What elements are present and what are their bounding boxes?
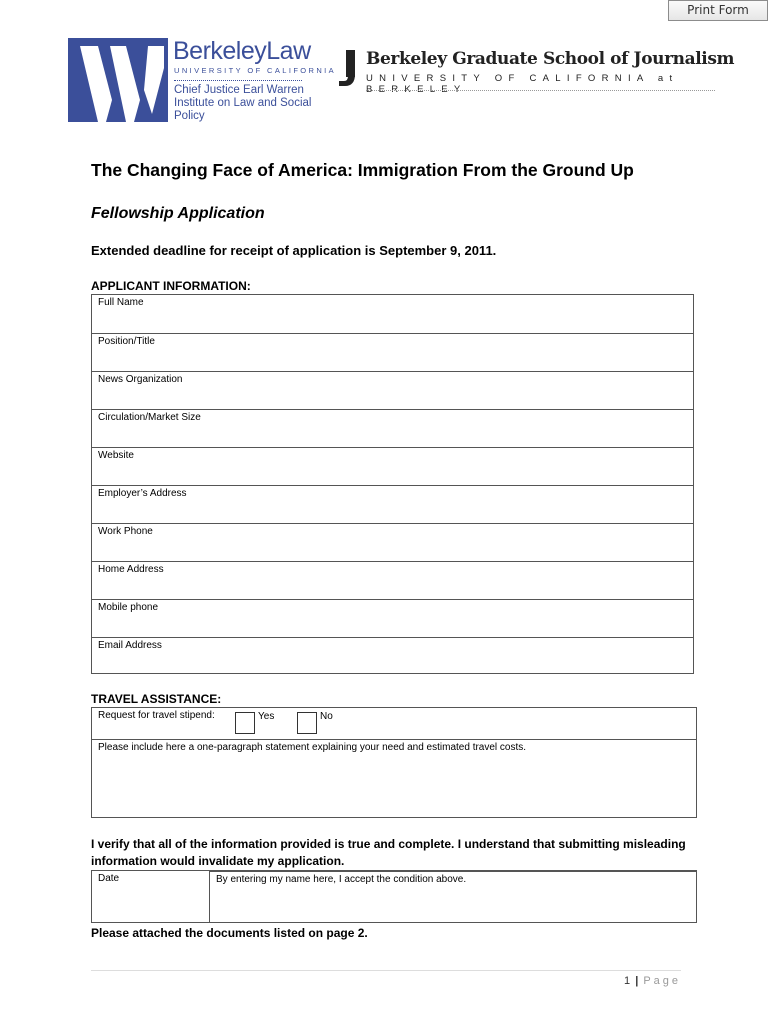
yes-checkbox[interactable]: [235, 712, 255, 734]
travel-stipend-row: [92, 708, 696, 739]
full-name-field[interactable]: [92, 295, 693, 333]
page-number-value: 1: [624, 975, 632, 987]
field-label: Home Address: [98, 564, 164, 575]
footer-divider: [91, 970, 681, 971]
berkeley-law-institute: Chief Justice Earl Warren Institute on Law and Social Policy: [174, 84, 312, 122]
deadline-notice: Extended deadline for receipt of application is September 9, 2011.: [91, 243, 497, 258]
home-address-field[interactable]: [92, 561, 693, 599]
applicant-table: [91, 294, 694, 674]
circulation-field[interactable]: [92, 409, 693, 447]
page-subtitle: Fellowship Application: [91, 205, 265, 222]
journalism-divider: [366, 90, 715, 91]
signature-label: By entering my name here, I accept the condition above.: [216, 874, 467, 885]
website-field[interactable]: [92, 447, 693, 485]
field-label: Website: [98, 450, 134, 461]
berkeley-law-logo-icon: [68, 38, 168, 122]
attach-note: Please attached the documents listed on page 2.: [91, 926, 368, 940]
print-form-button[interactable]: Print Form: [668, 0, 768, 21]
field-label: Circulation/Market Size: [98, 412, 201, 423]
page-word: Page: [643, 975, 682, 987]
field-label: Full Name: [98, 297, 144, 308]
berkeley-law-wordmark: BerkeleyLaw: [173, 37, 311, 65]
mobile-phone-field[interactable]: [92, 599, 693, 637]
no-checkbox[interactable]: [297, 712, 317, 734]
name-signature-field[interactable]: [210, 871, 696, 922]
travel-heading: TRAVEL ASSISTANCE:: [91, 692, 222, 706]
page-separator: |: [635, 975, 640, 987]
berkeley-law-university: UNIVERSITY OF CALIFORNIA: [174, 66, 337, 75]
yes-label: Yes: [258, 711, 275, 722]
page-number: [624, 975, 681, 987]
travel-statement-label: Please include here a one-paragraph statement explaining your need and estimated travel costs.: [98, 742, 527, 753]
journalism-subtitle: UNIVERSITY OF CALIFORNIA at BERKELEY: [366, 73, 679, 95]
field-label: Work Phone: [98, 526, 153, 537]
no-label: No: [320, 711, 333, 722]
page-title: The Changing Face of America: Immigration From the Ground Up: [91, 160, 634, 180]
berkeley-law-divider: [174, 80, 302, 81]
email-address-field[interactable]: [92, 637, 693, 674]
date-label: Date: [98, 873, 120, 884]
field-label: Employer’s Address: [98, 488, 187, 499]
journalism-j-icon: [339, 50, 361, 88]
work-phone-field[interactable]: [92, 523, 693, 561]
applicant-heading: APPLICANT INFORMATION:: [91, 279, 251, 293]
field-label: News Organization: [98, 374, 183, 385]
travel-table: [91, 707, 697, 818]
date-field[interactable]: [92, 871, 210, 922]
signature-table: [91, 870, 697, 923]
travel-statement-field[interactable]: [92, 739, 696, 818]
journalism-title: Berkeley Graduate School of Journalism: [366, 49, 735, 69]
field-label: Mobile phone: [98, 602, 159, 613]
news-organization-field[interactable]: [92, 371, 693, 409]
verification-statement: I verify that all of the information provided is true and complete. I understand that submitting misleading information would invalidate my application.: [91, 837, 686, 868]
field-label: Position/Title: [98, 336, 155, 347]
position-title-field[interactable]: [92, 333, 693, 371]
employer-address-field[interactable]: [92, 485, 693, 523]
travel-stipend-label: Request for travel stipend:: [98, 710, 215, 721]
field-label: Email Address: [98, 640, 162, 651]
